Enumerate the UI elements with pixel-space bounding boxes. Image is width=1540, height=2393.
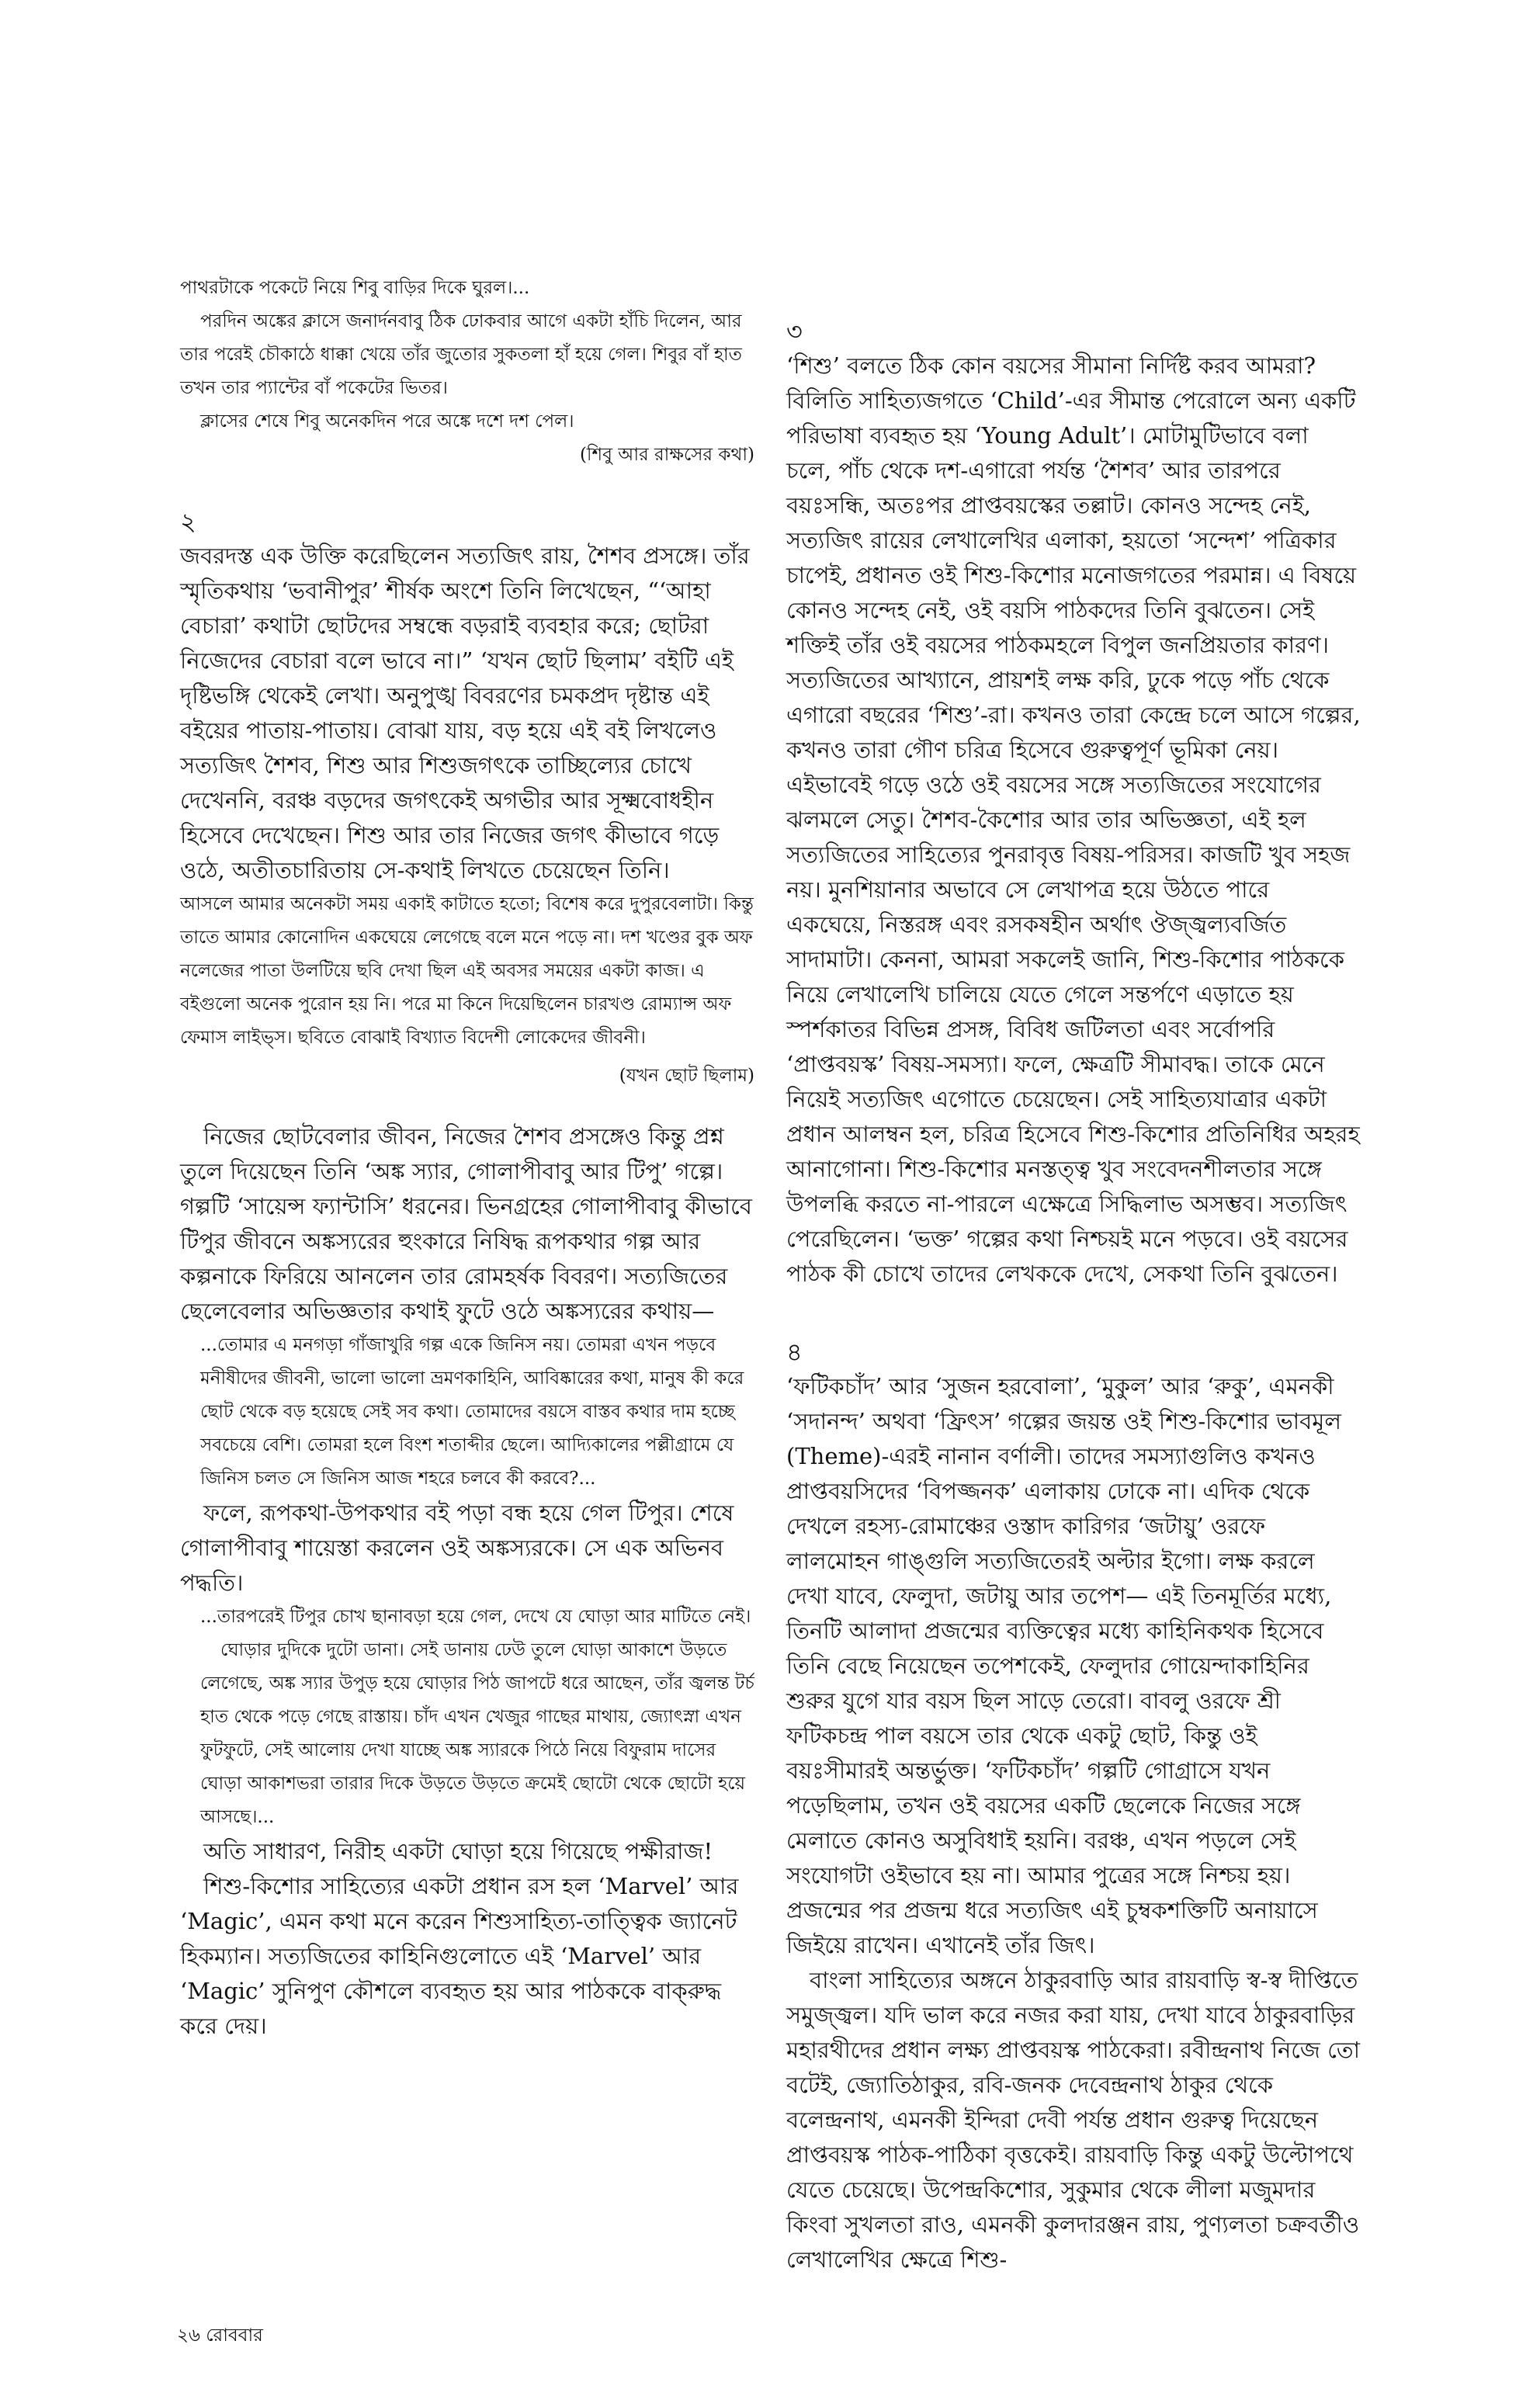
body-paragraph: শিশু-কিশোর সাহিত্যের একটা প্রধান রস হল ‘Marvel’ আর ‘Magic’, এমন কথা মনে করেন শিশুসাহিত্য-তাত্ত্বিক জ্যানেট হিকম্যান। সত্যজিতের কাহিনিগুলোতে এই ‘Marvel’ আর ‘Magic’ সুনিপুণ কৌশলে ব্যবহৃত হয় আর পাঠককে বাক্‌রুদ্ধ করে দেয়।	[180, 1873, 739, 2039]
body-paragraph: ‘ফটিকচাঁদ’ আর ‘সুজন হরবোলা’, ‘মুকুল’ আর ‘রুকু’, এমনকী ‘সদানন্দ’ অথবা ‘ফ্রিৎস’ গল্পের জয়ন্ত ওই শিশু-কিশোর ভাবমূল (Theme)-এরই নানান বর্ণালী। তাদের সমস্যাগুলিও কখনও প্রাপ্তবয়সিদের ‘বিপজ্জনক’ এলাকায় ঢোকে না। এদিক থেকে দেখলে রহস্য-রোমাঞ্চের ওস্তাদ কারিগর ‘জটায়ু’ ওরফে লালমোহন গাঙ্গুলি সত্যজিতেরই অল্টার ইগো। লক্ষ করলে দেখা যাবে, ফেলুদা, জটায়ু আর তপেশ— এই তিনমূর্তির মধ্যে, তিনটি আলাদা প্রজন্মের ব্যক্তিত্বের মধ্যে কাহিনিকথক হিসেবে তিনি বেছে নিয়েছেন তপেশকেই, ফেলুদার গোয়েন্দাকাহিনির শুরুর যুগে যার বয়স ছিল সাড়ে তেরো। বাবলু ওরফে শ্রী ফটিকচন্দ্র পাল বয়সে তার থেকে একটু ছোট, কিন্তু ওই বয়ঃসীমারই অন্তর্ভুক্ত। ‘ফটিকচাঁদ’ গল্পটি গোগ্রাসে যখন পড়েছিলাম, তখন ওই বয়সের একটি ছেলেকে নিজের সঙ্গে মেলাতে কোনও অসুবিধাই হয়নি। বরঞ্চ, এখন পড়লে সেই সংযোগটা ওইভাবে হয় না। আমার পুত্রের সঙ্গে নিশ্চয় হয়। প্রজন্মের পর প্রজন্ম ধরে সত্যজিৎ এই চুম্বকশক্তিটি অনায়াসে জিইয়ে রাখেন। এখানেই তাঁর জিৎ।	[786, 1373, 1341, 1958]
quote-paragraph: পরদিন অঙ্কের ক্লাসে জনার্দনবাবু ঠিক ঢোকবার আগে একটা হাঁচি দিলেন, আর তার পরেই চৌকাঠে ধাক্কা খেয়ে তাঁর জুতোর সুকতলা হাঁ হয়ে গেল। শিবুর বাঁ হাত তখন তার প্যান্টের বাঁ পকেটের ভিতর।	[180, 311, 742, 398]
quote-paragraph: ...তারপরেই টিপুর চোখ ছানাবড়া হয়ে গেল, দেখে যে ঘোড়া আর মাটিতে নেই।	[200, 1607, 751, 1627]
body-line: অতি সাধারণ, নিরীহ একটা ঘোড়া হয়ে গিয়েছে পক্ষীরাজ!	[203, 1838, 713, 1864]
quote-line: ক্লাসের শেষে শিবু অনেকদিন পরে অঙ্কে দশে দশ পেল।	[200, 411, 574, 432]
left-column	[180, 272, 754, 2044]
body-paragraph: বাংলা সাহিত্যের অঙ্গনে ঠাকুরবাড়ি আর রায়বাড়ি স্ব-স্ব দীপ্তিতে সমুজ্জ্বল। যদি ভাল করে নজর করা যায়, দেখা যাবে ঠাকুরবাড়ির মহারথীদের প্রধান লক্ষ্য প্রাপ্তবয়স্ক পাঠকেরা। রবীন্দ্রনাথ নিজে তো বটেই, জ্যোতিঠাকুর, রবি-জনক দেবেন্দ্রনাথ ঠাকুর থেকে বলেন্দ্রনাথ, এমনকী ইন্দিরা দেবী পর্যন্ত প্রধান গুরুত্ব দিয়েছেন প্রাপ্তবয়স্ক পাঠক-পাঠিকা বৃত্তকেই। রায়বাড়ি কিন্তু একটু উল্টোপথে যেতে চেয়েছে। উপেন্দ্রকিশোর, সুকুমার থেকে লীলা মজুমদার কিংবা সুখলতা রাও, এমনকী কুলদারঞ্জন রায়, পুণ্যলতা চক্রবর্তীও লেখালেখির ক্ষেত্রে শিশু-	[786, 1967, 1361, 2273]
body-paragraph: ফলে, রূপকথা-উপকথার বই পড়া বন্ধ হয়ে গেল টিপুর। শেষে গোলাপীবাবু শায়েস্তা করলেন ওই অঙ্কস্যরকে। সে এক অভিনব পদ্ধতি।	[180, 1500, 734, 1596]
section-number: ৪	[786, 1337, 803, 1367]
quote-paragraph: আসলে আমার অনেকটা সময় একাই কাটাতে হতো; বিশেষ করে দুপুরবেলাটা। কিন্তু তাতে আমার কোনোদিন একঘেয়ে লেগেছে বলে মনে পড়ে না। দশ খণ্ডের বুক অফ নলেজের পাতা উলটিয়ে ছবি দেখা ছিল এই অবসর সময়ের একটা কাজ। এ বইগুলো অনেক পুরোন হয় নি। পরে মা কিনে দিয়েছিলেন চারখণ্ড রোম্যান্স অফ ফেমাস লাইভ্‌স। ছবিতে বোঝাই বিখ্যাত বিদেশী লোকেদের জীবনী।	[180, 894, 754, 1048]
body-paragraph: নিজের ছোটবেলার জীবন, নিজের শৈশব প্রসঙ্গেও কিন্তু প্রশ্ন তুলে দিয়েছেন তিনি ‘অঙ্ক স্যার, গোলাপীবাবু আর টিপু’ গল্পে। গল্পটি ‘সায়েন্স ফ্যান্টাসি’ ধরনের। ভিনগ্রহের গোলাপীবাবু কীভাবে টিপুর জীবনে অঙ্কস্যরের হুংকারে নিষিদ্ধ রূপকথার গল্প আর কল্পনাকে ফিরিয়ে আনলেন তার রোমহর্ষক বিবরণ। সত্যজিতের ছেলেবেলার অভিজ্ঞতার কথাই ফুটে ওঠে অঙ্কস্যরের কথায়—	[180, 1123, 752, 1324]
quote-paragraph: ঘোড়ার দুদিকে দুটো ডানা। সেই ডানায় ঢেউ তুলে ঘোড়া আকাশে উড়তে লেগেছে, অঙ্ক স্যার উপুড় হয়ে ঘোড়ার পিঠ জাপটে ধরে আছেন, তাঁর জ্বলন্ত টর্চ হাত থেকে পড়ে গেছে রাস্তায়। চাঁদ এখন খেজুর গাছের মাথায়, জ্যোৎস্না এখন ফুটফুটে, সেই আলোয় দেখা যাচ্ছে অঙ্ক স্যারকে পিঠে নিয়ে বিফুরাম দাসের ঘোড়া আকাশভরা তারার দিকে উড়তে উড়তে ক্রমেই ছোটো থেকে ছোটো হয়ে আসছে।...	[200, 1640, 754, 1827]
right-column	[786, 314, 1361, 2277]
quote-paragraph: ...তোমার এ মনগড়া গাঁজাখুরি গল্প একে জিনিস নয়। তোমরা এখন পড়বে মনীষীদের জীবনী, ভালো ভালো ভ্রমণকাহিনি, আবিষ্কারের কথা, মানুষ কী করে ছোট থেকে বড় হয়েছে সেই সব কথা। তোমাদের বয়সে বাস্তব কথার দাম হচ্ছে সবচেয়ে বেশি। তোমরা হলে বিংশ শতাব্দীর ছেলে। আদ্যিকালের পল্লীগ্রামে যে জিনিস চলত সে জিনিস আজ শহরে চলবে কী করবে?...	[200, 1335, 744, 1489]
quote-line: পাথরটাকে পকেটে নিয়ে শিবু বাড়ির দিকে ঘুরল।...	[180, 278, 530, 298]
body-paragraph: জবরদস্ত এক উক্তি করেছিলেন সত্যজিৎ রায়, শৈশব প্রসঙ্গে। তাঁর স্মৃতিকথায় ‘ভবানীপুর’ শীর্ষক অংশে তিনি লিখেছেন, “‘আহা বেচারা’ কথাটা ছোটদের সম্বন্ধে বড়রাই ব্যবহার করে; ছোটরা নিজেদের বেচারা বলে ভাবে না।” ‘যখন ছোট ছিলাম’ বইটি এই দৃষ্টিভঙ্গি থেকেই লেখা। অনুপুঙ্খ বিবরণের চমকপ্রদ দৃষ্টান্ত এই বইয়ের পাতায়-পাতায়। বোঝা যায়, বড় হয়ে এই বই লিখলেও সত্যজিৎ শৈশব, শিশু আর শিশুজগৎকে তাচ্ছিল্যের চোখে দেখেননি, বরঞ্চ বড়দের জগৎকেই অগভীর আর সূক্ষ্মবোধহীন হিসেবে দেখেছেন। শিশু আর তার নিজের জগৎ কীভাবে গড়ে ওঠে, অতীতচারিতায় সে-কথাই লিখতে চেয়েছেন তিনি।	[180, 543, 750, 883]
section-number: ৩	[786, 317, 803, 346]
quote-source: (যখন ছোট ছিলাম)	[619, 1066, 754, 1086]
quote-source: (শিবু আর রাক্ষসের কথা)	[579, 445, 754, 465]
section-number: ২	[180, 507, 196, 536]
page-folio: ২৬ রোববার	[177, 2325, 263, 2346]
body-paragraph: ‘শিশু’ বলতে ঠিক কোন বয়সের সীমানা নির্দিষ্ট করব আমরা? বিলিতি সাহিত্যজগতে ‘Child’-এর সীমান্ত পেরোলে অন্য একটি পরিভাষা ব্যবহৃত হয় ‘Young Adult’। মোটামুটিভাবে বলা চলে, পাঁচ থেকে দশ-এগারো পর্যন্ত ‘শৈশব’ আর তারপরে বয়ঃসন্ধি, অতঃপর প্রাপ্তবয়স্কের তল্লাট। কোনও সন্দেহ নেই, সত্যজিৎ রায়ের লেখালেখির এলাকা, হয়তো ‘সন্দেশ’ পত্রিকার চাপেই, প্রধানত ওই শিশু-কিশোর মনোজগতের পরমান্ন। এ বিষয়ে কোনও সন্দেহ নেই, ওই বয়সি পাঠকদের তিনি বুঝতেন। সেই শক্তিই তাঁর ওই বয়সের পাঠকমহলে বিপুল জনপ্রিয়তার কারণ। সত্যজিতের আখ্যানে, প্রায়শই লক্ষ করি, ঢুকে পড়ে পাঁচ থেকে এগারো বছরের ‘শিশু’-রা। কখনও তারা কেন্দ্রে চলে আসে গল্পের, কখনও তারা গৌণ চরিত্র হিসেবে গুরুত্বপূর্ণ ভূমিকা নেয়। এইভাবেই গড়ে ওঠে ওই বয়সের সঙ্গে সত্যজিতের সংযোগের ঝলমলে সেতু। শৈশব-কৈশোর আর তার অভিজ্ঞতা, এই হল সত্যজিতের সাহিত্যের পুনরাবৃত্ত বিষয়-পরিসর। কাজটি খুব সহজ নয়। মুনশিয়ানার অভাবে সে লেখাপত্র হয়ে উঠতে পারে একঘেয়ে, নিস্তরঙ্গ এবং রসকষহীন অর্থাৎ ঔজ্জ্বল্যবর্জিত সাদামাটা। কেননা, আমরা সকলেই জানি, শিশু-কিশোর পাঠককে নিয়ে লেখালেখি চালিয়ে যেতে গেলে সন্তর্পণে এড়াতে হয় স্পর্শকাতর বিভিন্ন প্রসঙ্গ, বিবিধ জটিলতা এবং সর্বোপরি ‘প্রাপ্তবয়স্ক’ বিষয়-সমস্যা। ফলে, ক্ষেত্রটি সীমাবদ্ধ। তাকে মেনে নিয়েই সত্যজিৎ এগোতে চেয়েছেন। সেই সাহিত্যযাত্রার একটা প্রধান আলম্বন হল, চরিত্র হিসেবে শিশু-কিশোর প্রতিনিধির অহরহ আনাগোনা। শিশু-কিশোর মনস্তত্ত্ব খুব সংবেদনশীলতার সঙ্গে উপলব্ধি করতে না-পারলে এক্ষেত্রে সিদ্ধিলাভ অসম্ভব। সত্যজিৎ পেরেছিলেন। ‘ভক্ত’ গল্পের কথা নিশ্চয়ই মনে পড়বে। ওই বয়সের পাঠক কী চোখে তাদের লেখককে দেখে, সেকথা তিনি বুঝতেন।	[786, 352, 1361, 1287]
